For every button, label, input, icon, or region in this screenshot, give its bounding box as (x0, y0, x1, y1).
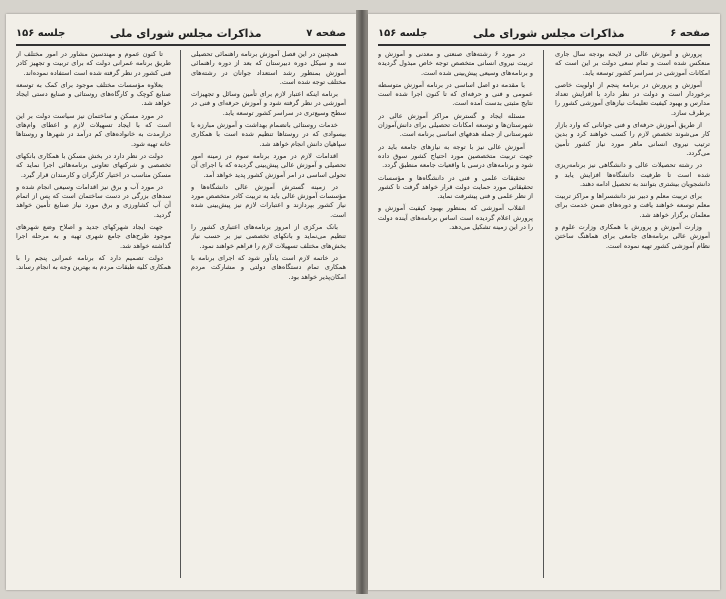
paragraph: برای تربیت معلم و دبیر نیز دانشسراها و مراکز تربیت معلم توسعه خواهند یافت و دوره‌های ضمن خدمت برای معلمان برگزار خواهد شد. (555, 192, 710, 219)
paragraph: در رشته تحصیلات عالی و دانشگاهی نیز برنامه‌ریزی شده است تا ظرفیت دانشگاه‌ها افزایش یابد و دانشجویان بیشتری بتوانند به تحصیل ادامه دهند. (555, 161, 710, 188)
paragraph: انقلاب آموزشی که بمنظور بهبود کیفیت آموزش و پرورش اعلام گردیده است اساس برنامه‌های آینده دولت را در این زمینه تشکیل می‌دهد. (378, 204, 533, 232)
paragraph: تا کنون عموم و مهندسین مشاور در امور مختلف از طریق برنامه عمرانی دولت که برای تربیت و تجهیز کادر فنی کشور در نظر گرفته شده است استفاده نموده‌اند. (16, 50, 171, 77)
paragraph: دولت در نظر دارد در بخش مسکن با همکاری بانکهای تخصصی و شرکتهای تعاونی برنامه‌هائی اجرا نماید که مسکن مناسب در اختیار کارگران و کارمندان قرار گیرد. (16, 151, 171, 179)
paragraph: در مورد ۶ رشته‌های صنعتی و معدنی و آموزش و تربیت نیروی انسانی متخصص توجه خاص مبذول گردیده و برنامه‌های وسیعی پیش‌بینی شده است. (378, 50, 533, 77)
paragraph: بانک مرکزی از امروز برنامه‌های اعتباری کشور را تنظیم می‌نماید و بانکهای تخصصی نیز بر حسب نیاز بخش‌های مختلف تسهیلات لازم را فراهم خواهند نمود. (191, 223, 346, 250)
paragraph: وزارت آموزش و پرورش با همکاری وزارت علوم و آموزش عالی برنامه‌های جامعی برای هماهنگ ساختن نظام آموزشی کشور تهیه نموده است. (555, 223, 710, 250)
paragraph: همچنین در این فصل آموزش برنامه راهنمائی تحصیلی سه و سیکل دوره دبیرستان که بعد از دوره راهنمائی آموزش بمنظور رشد استعداد جوانان در رشته‌های مختلف توجه شده است. (191, 50, 346, 86)
right-page (368, 14, 720, 590)
page-number: صفحه ۷ (306, 27, 346, 39)
column-divider (543, 50, 544, 578)
page-header (378, 24, 710, 42)
left-page (6, 14, 356, 590)
paragraph: آموزش عالی نیز با توجه به نیازهای جامعه باید در جهت تربیت متخصصین مورد احتیاج کشور سوق داده شود و برنامه‌های درسی با واقعیات جامعه منطبق گردد. (378, 142, 533, 170)
paragraph: در خاتمه لازم است یادآور شود که اجرای برنامه با همکاری تمام دستگاه‌های دولتی و مشارکت مردم امکان‌پذیر خواهد بود. (191, 253, 346, 281)
paragraph: از طریق آموزش حرفه‌ای و فنی جوانانی که وارد بازار کار می‌شوند تخصص لازم را کسب خواهند کرد و بدین ترتیب نیروی انسانی ماهر مورد نیاز کشور تأمین می‌گردد. (555, 121, 710, 157)
session-number: جلسه ۱۵۶ (378, 27, 428, 39)
paragraph: بعلاوه مؤسسات مختلف موجود برای کمک به توسعه صنایع کوچک و کارگاه‌های روستائی و صنایع دستی ایجاد خواهد شد. (16, 80, 171, 108)
running-title: مذاکرات مجلس شورای ملی (110, 26, 262, 40)
paragraph: خدمات روستائی بانضمام بهداشت و آموزش مبارزه با بیسوادی که در روستاها تنظیم شده است با همکاری سپاهیان دانش انجام خواهد شد. (191, 121, 346, 148)
text-column-left (378, 50, 533, 578)
header-rule (16, 44, 346, 46)
text-column-left (16, 50, 171, 578)
paragraph: اقدامات لازم در مورد برنامه سوم در زمینه امور تحصیلی و آموزش عالی پیش‌بینی گردیده که با اجرای آن تحولی اساسی در امر آموزش کشور پدید خواهد آمد. (191, 151, 346, 179)
book-gutter (356, 10, 368, 594)
paragraph: دولت تصمیم دارد که برنامه عمرانی پنجم را با همکاری کلیه طبقات مردم به بهترین وجه به انجام رساند. (16, 253, 171, 272)
page-header (16, 24, 346, 42)
paragraph: برنامه اینکه اعتبار لازم برای تأمین وسائل و تجهیزات آموزشی در نظر گرفته شود و آموزش حرفه‌ای و فنی در سطح وسیع‌تری در سراسر کشور توسعه یابد. (191, 90, 346, 117)
header-rule (378, 44, 710, 46)
page-number: صفحه ۶ (670, 27, 710, 39)
paragraph: مسئله ایجاد و گسترش مراکز آموزش عالی در شهرستان‌ها و توسعه امکانات تحصیلی برای دانش‌آموزان شهرستانی از جمله هدفهای اساسی برنامه است. (378, 111, 533, 139)
text-column-right (555, 50, 710, 578)
column-divider (180, 50, 181, 578)
paragraph: در زمینه گسترش آموزش عالی دانشگاه‌ها و مؤسسات آموزش عالی باید به تربیت کادر متخصص مورد نیاز کشور بپردازند و اعتبارات لازم نیز پیش‌بینی شده است. (191, 182, 346, 219)
paragraph: پرورش و آموزش عالی در لایحه بودجه سال جاری منعکس شده است و تمام سعی دولت بر این است که امکانات آموزشی در سراسر کشور توسعه یابد. (555, 50, 710, 77)
text-column-right (191, 50, 346, 578)
paragraph: با مقدمه دو اصل اساسی در برنامه آموزش متوسطه عمومی و فنی و حرفه‌ای که تا کنون اجرا شده است نتایج مثبتی بدست آمده است. (378, 80, 533, 108)
paragraph: آموزش و پرورش در برنامه پنجم از اولویت خاصی برخوردار است و دولت در نظر دارد با افزایش تعداد مدارس و بهبود کیفیت تعلیمات نیازهای آموزشی کشور را برطرف سازد. (555, 80, 710, 117)
paragraph: در مورد مسکن و ساختمان نیز سیاست دولت بر این است که با ایجاد تسهیلات لازم و اعطای وام‌های درازمدت به خانواده‌های کم درآمد در شهرها و روستاها خانه تهیه شود. (16, 111, 171, 148)
paragraph: تحقیقات علمی و فنی در دانشگاه‌ها و مؤسسات تحقیقاتی مورد حمایت دولت قرار خواهد گرفت تا کشور از نظر علمی و فنی پیشرفت نماید. (378, 173, 533, 201)
session-number: جلسه ۱۵۶ (16, 27, 66, 39)
paragraph: در مورد آب و برق نیز اقدامات وسیعی انجام شده و سدهای بزرگی در دست ساختمان است که پس از اتمام آن آب کشاورزی و برق مورد نیاز صنایع تأمین خواهد گردید. (16, 182, 171, 219)
running-title: مذاکرات مجلس شورای ملی (473, 26, 625, 40)
paragraph: جهت ایجاد شهرکهای جدید و اصلاح وضع شهرهای موجود طرح‌های جامع شهری تهیه و به مرحله اجرا گذاشته خواهد شد. (16, 223, 171, 250)
